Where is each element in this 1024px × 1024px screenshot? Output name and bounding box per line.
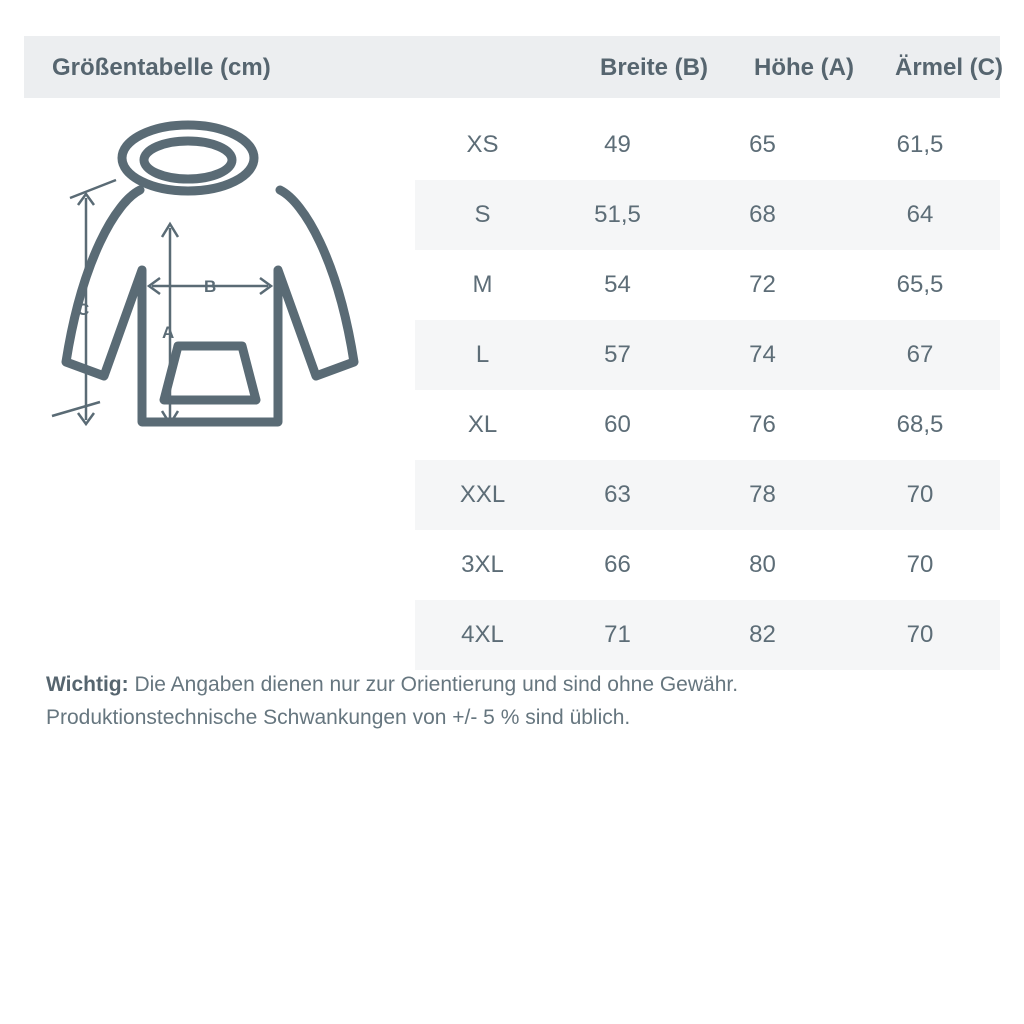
column-header-sleeve: Ärmel (C) bbox=[894, 54, 1003, 81]
column-header-width: Breite (B) bbox=[599, 54, 708, 81]
cell-width: 71 bbox=[604, 621, 631, 648]
table-row bbox=[415, 180, 1000, 250]
hoodie-measurement-diagram bbox=[30, 110, 410, 460]
table-row bbox=[415, 320, 1000, 390]
disclaimer-line-2: Produktionstechnische Schwankungen von +/- 5 % sind üblich. bbox=[46, 706, 631, 729]
cell-width: 57 bbox=[604, 341, 631, 368]
label-c: C bbox=[77, 300, 90, 319]
table-header-band bbox=[24, 36, 1003, 98]
cell-sleeve: 64 bbox=[906, 201, 934, 228]
size-table bbox=[415, 110, 1000, 670]
cell-width: 63 bbox=[604, 481, 631, 508]
table-row bbox=[415, 250, 1000, 320]
page-title: Größentabelle (cm) bbox=[52, 54, 271, 81]
cell-height: 82 bbox=[749, 621, 776, 648]
cell-height: 80 bbox=[749, 551, 776, 578]
cell-sleeve: 68,5 bbox=[896, 411, 944, 438]
disclaimer-line-1: Die Angaben dienen nur zur Orientierung und sind ohne Gewähr. bbox=[128, 673, 739, 696]
cell-height: 76 bbox=[749, 411, 776, 438]
cell-height: 68 bbox=[749, 201, 776, 228]
disclaimer-note bbox=[46, 668, 986, 734]
cell-sleeve: 70 bbox=[906, 551, 934, 578]
cell-height: 78 bbox=[749, 481, 776, 508]
table-row bbox=[415, 530, 1000, 600]
cell-sleeve: 67 bbox=[906, 341, 934, 368]
cell-size: L bbox=[475, 341, 490, 368]
table-row bbox=[415, 600, 1000, 670]
cell-sleeve: 65,5 bbox=[896, 271, 944, 298]
cell-width: 60 bbox=[604, 411, 631, 438]
cell-sleeve: 70 bbox=[906, 481, 934, 508]
disclaimer-label: Wichtig: bbox=[46, 673, 129, 696]
cell-height: 74 bbox=[749, 341, 776, 368]
table-row bbox=[415, 110, 1000, 180]
cell-size: 4XL bbox=[461, 621, 504, 648]
table-column-headers bbox=[464, 54, 1024, 82]
cell-size: XS bbox=[466, 131, 499, 158]
cell-size: M bbox=[472, 271, 493, 298]
column-header-size bbox=[464, 54, 574, 82]
cell-size: XL bbox=[467, 411, 498, 438]
cell-size: S bbox=[474, 201, 491, 228]
cell-width: 49 bbox=[604, 131, 631, 158]
cell-height: 72 bbox=[749, 271, 776, 298]
cell-size: 3XL bbox=[461, 551, 504, 578]
cell-width: 51,5 bbox=[594, 201, 641, 228]
table-row bbox=[415, 460, 1000, 530]
cell-sleeve: 70 bbox=[906, 621, 934, 648]
label-b: B bbox=[204, 277, 217, 296]
label-a: A bbox=[162, 323, 175, 342]
cell-width: 66 bbox=[604, 551, 631, 578]
table-row bbox=[415, 390, 1000, 460]
cell-sleeve: 61,5 bbox=[896, 131, 944, 158]
cell-size: XXL bbox=[459, 481, 506, 508]
cell-width: 54 bbox=[604, 271, 631, 298]
column-header-height: Höhe (A) bbox=[754, 54, 854, 81]
cell-height: 65 bbox=[749, 131, 776, 158]
